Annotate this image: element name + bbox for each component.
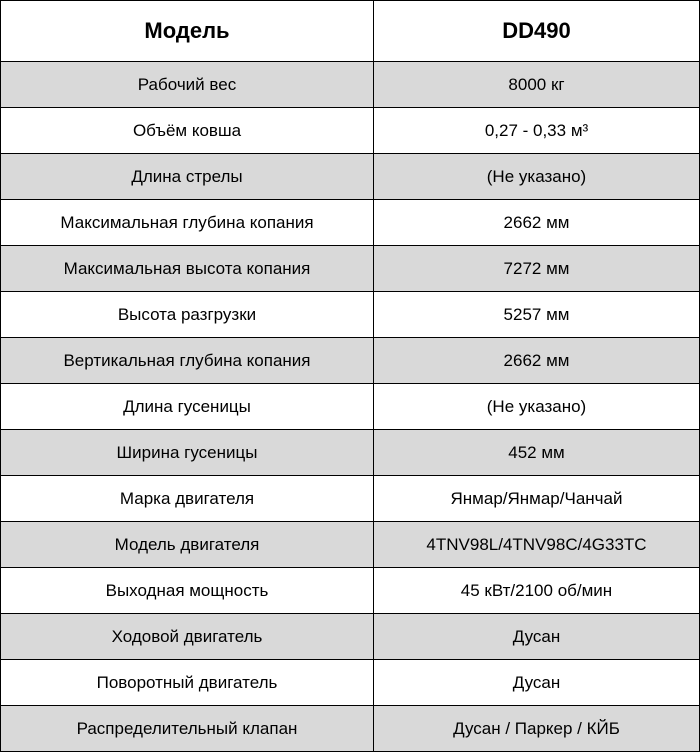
value-cell: 2662 мм: [374, 338, 700, 384]
value-cell: (Не указано): [374, 384, 700, 430]
table-row: [1, 108, 700, 154]
param-column-header: Модель: [1, 1, 374, 62]
param-cell: Длина стрелы: [1, 154, 374, 200]
value-cell: (Не указано): [374, 154, 700, 200]
table-row: [1, 614, 700, 660]
table-row: [1, 246, 700, 292]
param-cell: Рабочий вес: [1, 62, 374, 108]
value-cell: 452 мм: [374, 430, 700, 476]
table-header-row: [1, 1, 700, 62]
value-cell: 7272 мм: [374, 246, 700, 292]
value-cell: 45 кВт/2100 об/мин: [374, 568, 700, 614]
param-cell: Модель двигателя: [1, 522, 374, 568]
value-cell: Дусан / Паркер / КЙБ: [374, 706, 700, 752]
model-column-header: DD490: [374, 1, 700, 62]
param-cell: Высота разгрузки: [1, 292, 374, 338]
value-cell: Янмар/Янмар/Чанчай: [374, 476, 700, 522]
param-cell: Вертикальная глубина копания: [1, 338, 374, 384]
value-cell: 4TNV98L/4TNV98C/4G33TC: [374, 522, 700, 568]
value-cell: Дусан: [374, 660, 700, 706]
param-cell: Распределительный клапан: [1, 706, 374, 752]
param-cell: Выходная мощность: [1, 568, 374, 614]
table-row: [1, 430, 700, 476]
table-row: [1, 200, 700, 246]
table-row: [1, 154, 700, 200]
param-cell: Ширина гусеницы: [1, 430, 374, 476]
value-cell: 8000 кг: [374, 62, 700, 108]
value-cell: 0,27 - 0,33 м³: [374, 108, 700, 154]
param-cell: Максимальная глубина копания: [1, 200, 374, 246]
param-cell: Объём ковша: [1, 108, 374, 154]
table-row: [1, 522, 700, 568]
param-cell: Ходовой двигатель: [1, 614, 374, 660]
table-row: [1, 568, 700, 614]
param-cell: Поворотный двигатель: [1, 660, 374, 706]
param-cell: Марка двигателя: [1, 476, 374, 522]
table-row: [1, 706, 700, 752]
table-row: [1, 338, 700, 384]
value-cell: 2662 мм: [374, 200, 700, 246]
table-row: [1, 384, 700, 430]
table-row: [1, 476, 700, 522]
table-row: [1, 292, 700, 338]
table-row: [1, 660, 700, 706]
param-cell: Длина гусеницы: [1, 384, 374, 430]
table-row: [1, 62, 700, 108]
param-cell: Максимальная высота копания: [1, 246, 374, 292]
value-cell: Дусан: [374, 614, 700, 660]
value-cell: 5257 мм: [374, 292, 700, 338]
